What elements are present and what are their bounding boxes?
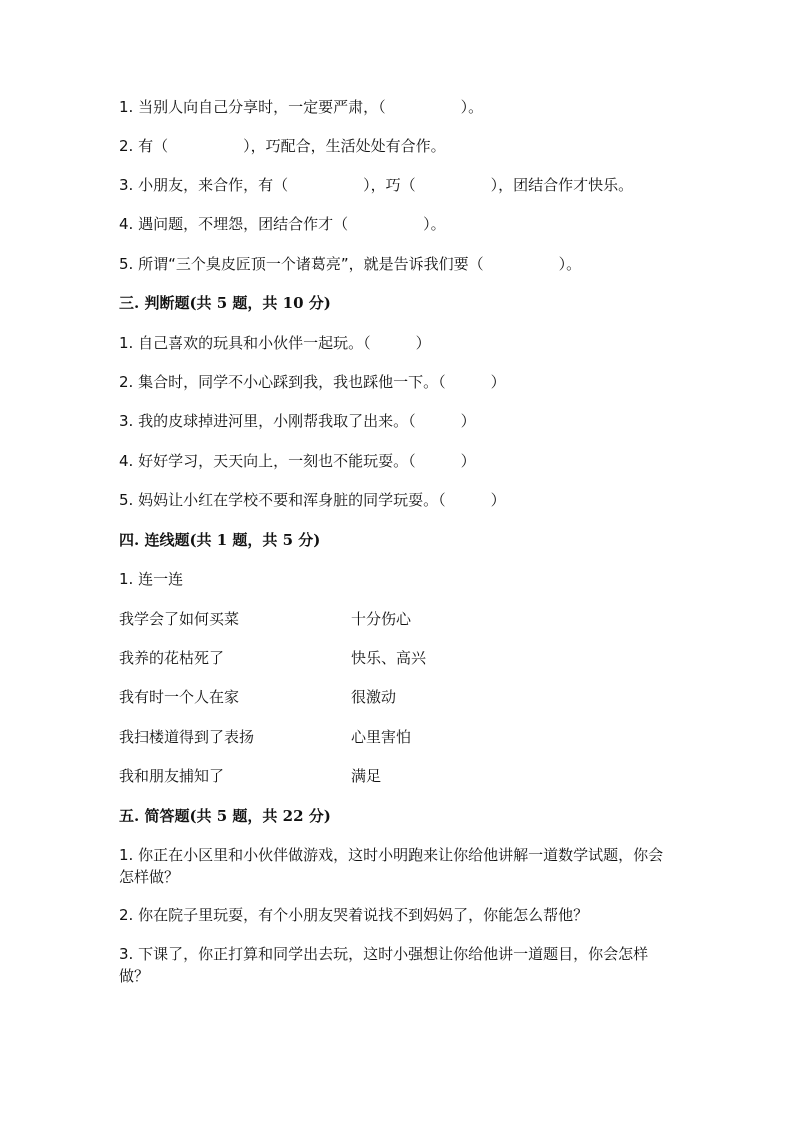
matching-right-item-3: 很激动: [351, 688, 397, 706]
judge-item-3: 3. 我的皮球掉进河里，小刚帮我取了出来。（ ）: [119, 412, 476, 430]
judge-item-4: 4. 好好学习，天天向上，一刻也不能玩耍。（ ）: [119, 452, 476, 470]
matching-left-item-1: 我学会了如何买菜: [119, 610, 240, 628]
judge-section-heading: 三. 判断题(共 5 题，共 10 分): [119, 294, 331, 312]
judge-item-2: 2. 集合时，同学不小心踩到我，我也踩他一下。（ ）: [119, 373, 506, 391]
short-answer-section-heading: 五. 简答题(共 5 题，共 22 分): [119, 807, 331, 825]
matching-question: 1. 连一连: [119, 570, 184, 588]
matching-left-item-3: 我有时一个人在家: [119, 688, 240, 706]
matching-left-item-2: 我养的花枯死了: [119, 649, 225, 667]
fill-blank-item-3: 3. 小朋友，来合作，有（ ），巧（ ），团结合作才快乐。: [119, 176, 634, 194]
fill-blank-item-2: 2. 有（ ），巧配合，生活处处有合作。: [119, 137, 446, 155]
short-answer-item-2: 2. 你在院子里玩耍，有个小朋友哭着说找不到妈妈了，你能怎么帮他？: [119, 906, 589, 924]
matching-right-item-5: 满足: [351, 767, 382, 785]
fill-blank-item-4: 4. 遇问题，不埋怨，团结合作才（ ）。: [119, 215, 446, 233]
judge-item-1: 1. 自己喜欢的玩具和小伙伴一起玩。（ ）: [119, 334, 431, 352]
short-answer-item-1: 1. 你正在小区里和小伙伴做游戏，这时小明跑来让你给他讲解一道数学试题，你会怎样做？: [119, 846, 664, 886]
matching-right-item-4: 心里害怕: [351, 728, 412, 746]
matching-right-item-2: 快乐、高兴: [351, 649, 427, 667]
fill-blank-item-1: 1. 当别人向自己分享时，一定要严肃，（ ）。: [119, 98, 484, 116]
matching-right-item-1: 十分伤心: [351, 610, 412, 628]
fill-blank-item-5: 5. 所谓“三个臭皮匠顶一个诸葛亮”，就是告诉我们要（ ）。: [119, 255, 582, 273]
short-answer-item-3: 3. 下课了，你正打算和同学出去玩，这时小强想让你给他讲一道题目，你会怎样做？: [119, 945, 649, 985]
matching-left-item-4: 我扫楼道得到了表扬: [119, 728, 255, 746]
matching-left-item-5: 我和朋友捕知了: [119, 767, 225, 785]
judge-item-5: 5. 妈妈让小红在学校不要和浑身脏的同学玩耍。（ ）: [119, 491, 506, 509]
matching-section-heading: 四. 连线题(共 1 题，共 5 分): [119, 531, 321, 549]
